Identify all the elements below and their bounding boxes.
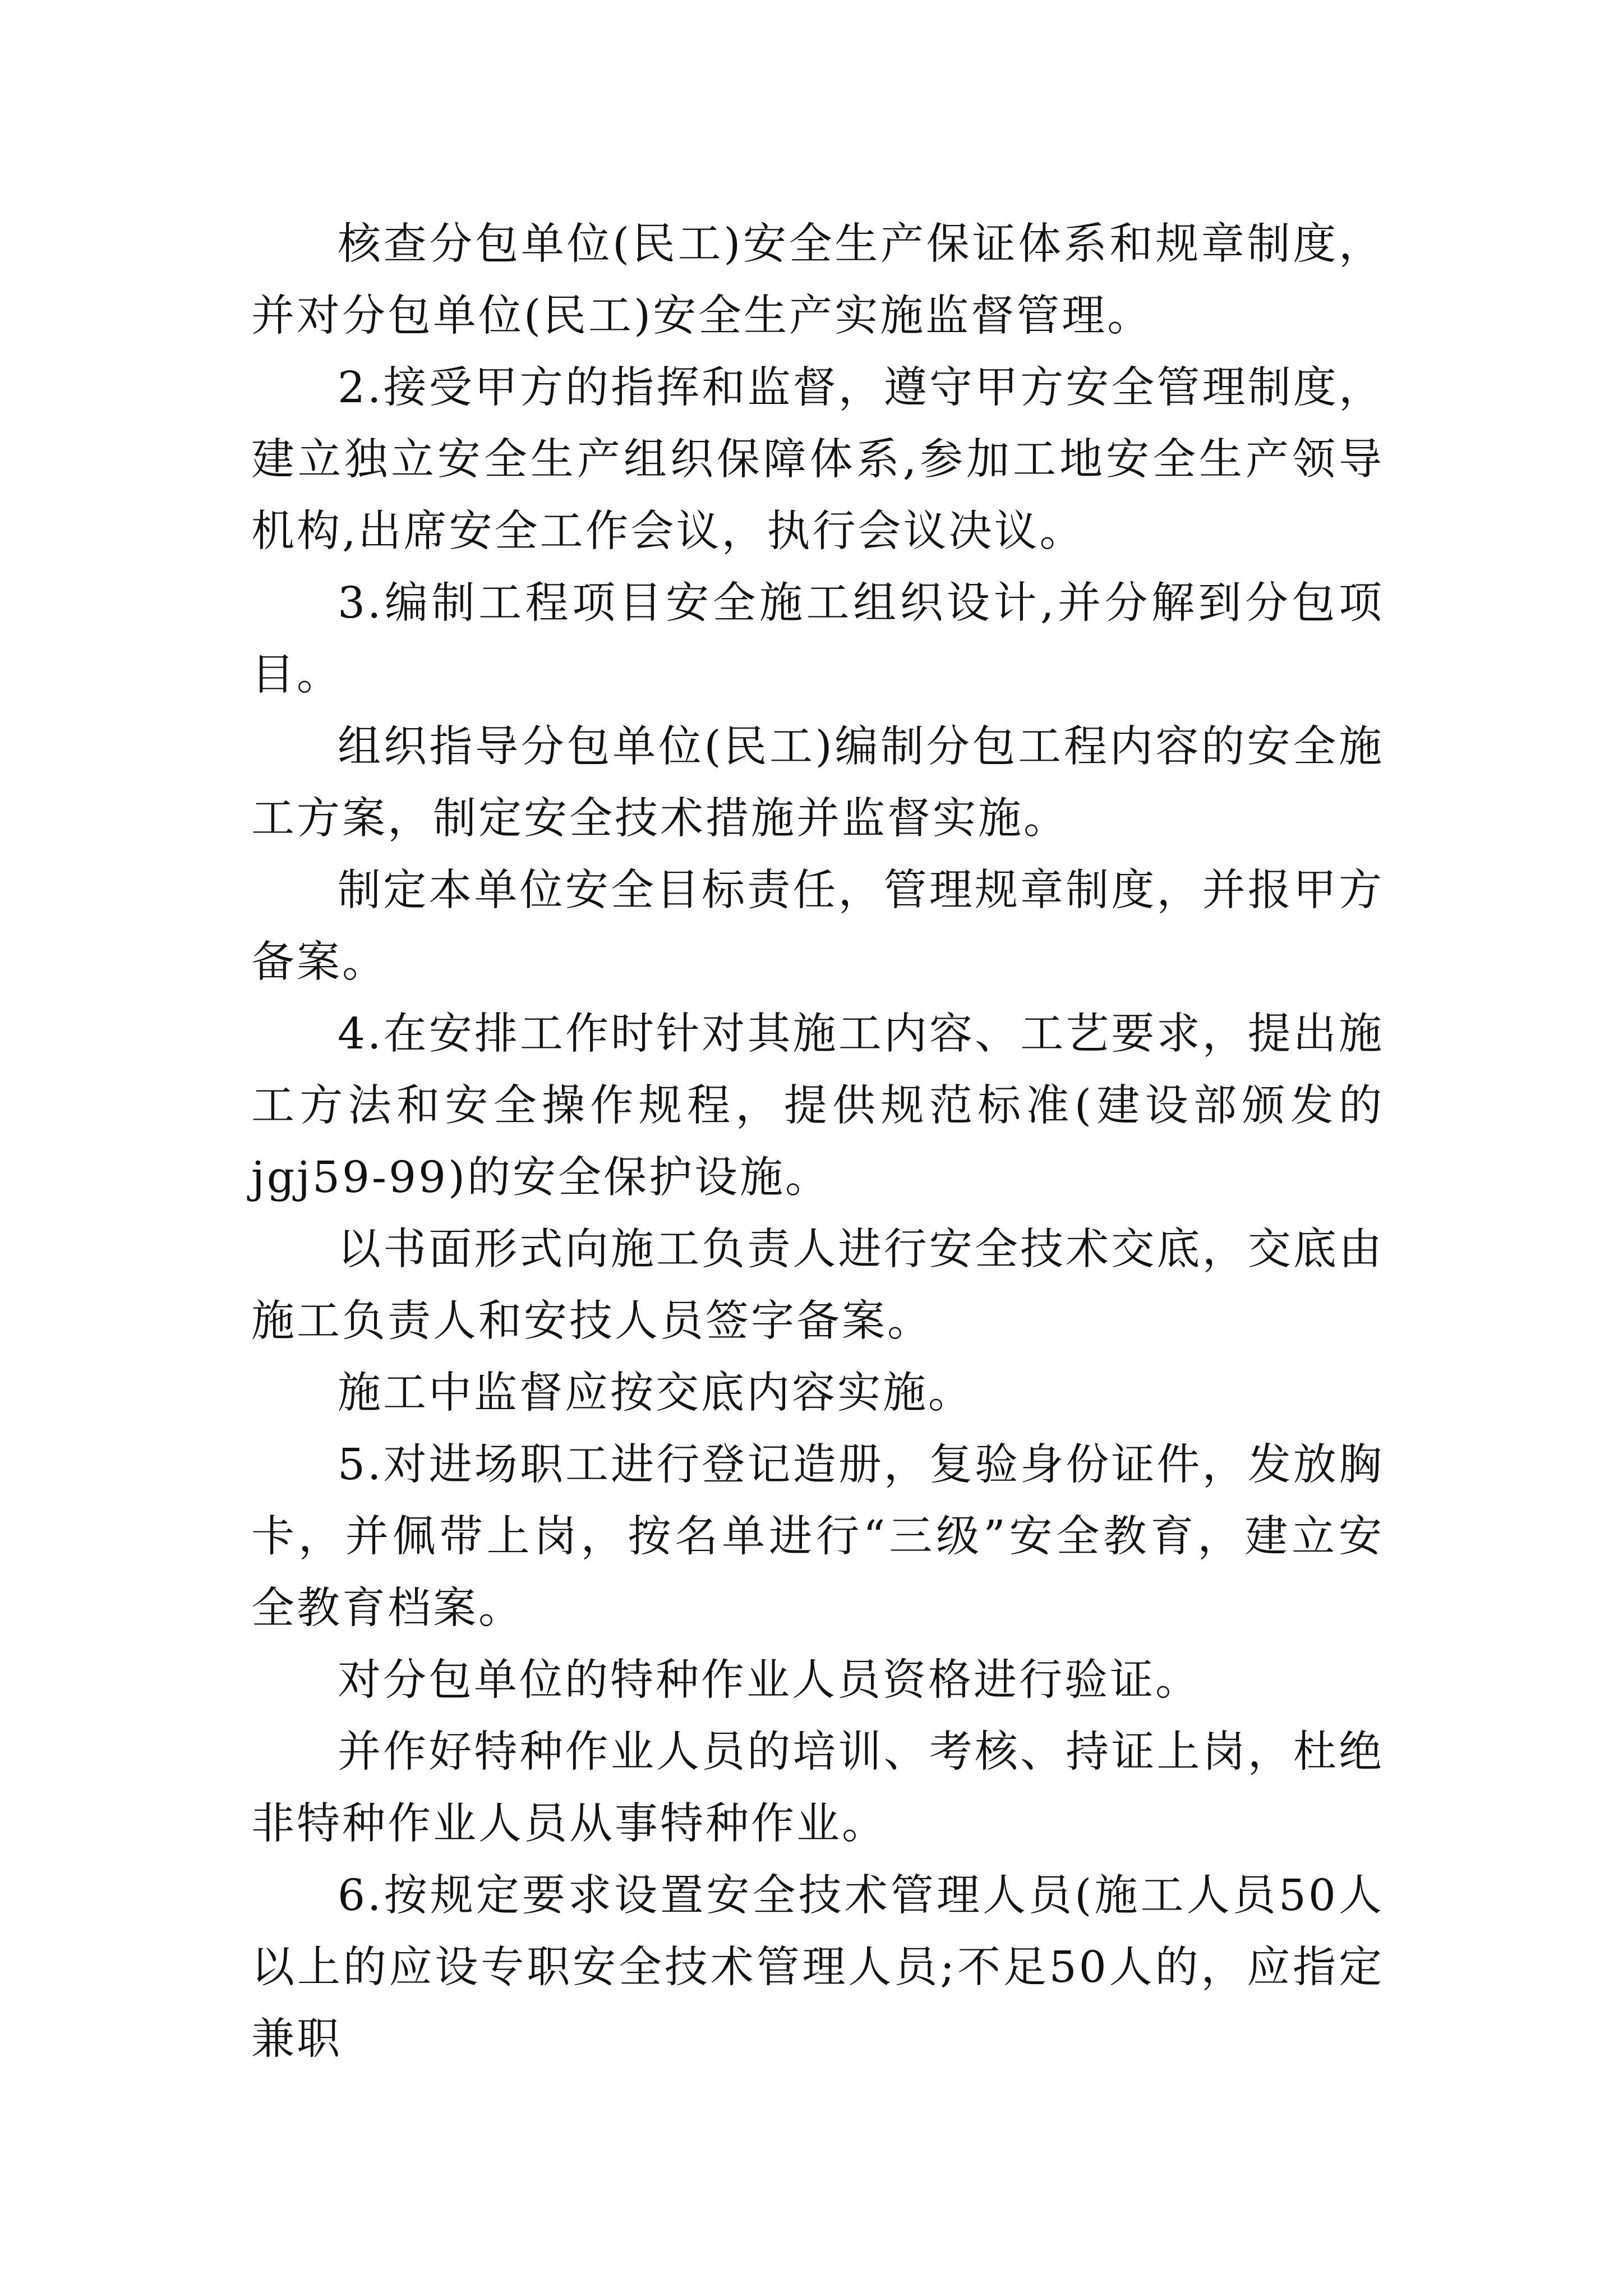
paragraph: 4.在安排工作时针对其施工内容、工艺要求，提出施工方法和安全操作规程，提供规范标准(建设部颁发的jgj59-99)的安全保护设施。 bbox=[251, 1009, 1384, 1203]
paragraph: 以书面形式向施工负责人进行安全技术交底，交底由施工负责人和安技人员签字备案。 bbox=[251, 1225, 1384, 1346]
paragraph: 组织指导分包单位(民工)编制分包工程内容的安全施工方案，制定安全技术措施并监督实施。 bbox=[251, 722, 1384, 844]
paragraph: 制定本单位安全目标责任，管理规章制度，并报甲方备案。 bbox=[251, 866, 1384, 987]
paragraph: 6.按规定要求设置安全技术管理人员(施工人员50人以上的应设专职安全技术管理人员;不足50人的，应指定兼职 bbox=[251, 1871, 1384, 2064]
paragraph: 施工中监督应按交底内容实施。 bbox=[338, 1368, 974, 1418]
paragraph: 并作好特种作业人员的培训、考核、持证上岗，杜绝非特种作业人员从事特种作业。 bbox=[251, 1727, 1384, 1849]
paragraph: 核查分包单位(民工)安全生产保证体系和规章制度，并对分包单位(民工)安全生产实施监督管理。 bbox=[251, 219, 1384, 341]
paragraph: 2.接受甲方的指挥和监督，遵守甲方安全管理制度，建立独立安全生产组织保障体系,参加工地安全生产领导机构,出席安全工作会议，执行会议决议。 bbox=[251, 363, 1384, 556]
paragraph: 3.编制工程项目安全施工组织设计,并分解到分包项目。 bbox=[251, 578, 1384, 700]
paragraph: 对分包单位的特种作业人员资格进行验证。 bbox=[338, 1655, 1201, 1705]
paragraph: 5.对进场职工进行登记造册，复验身份证件，发放胸卡，并佩带上岗，按名单进行“三级”安全教育，建立安全教育档案。 bbox=[251, 1440, 1384, 1634]
document-body bbox=[251, 209, 1384, 2076]
